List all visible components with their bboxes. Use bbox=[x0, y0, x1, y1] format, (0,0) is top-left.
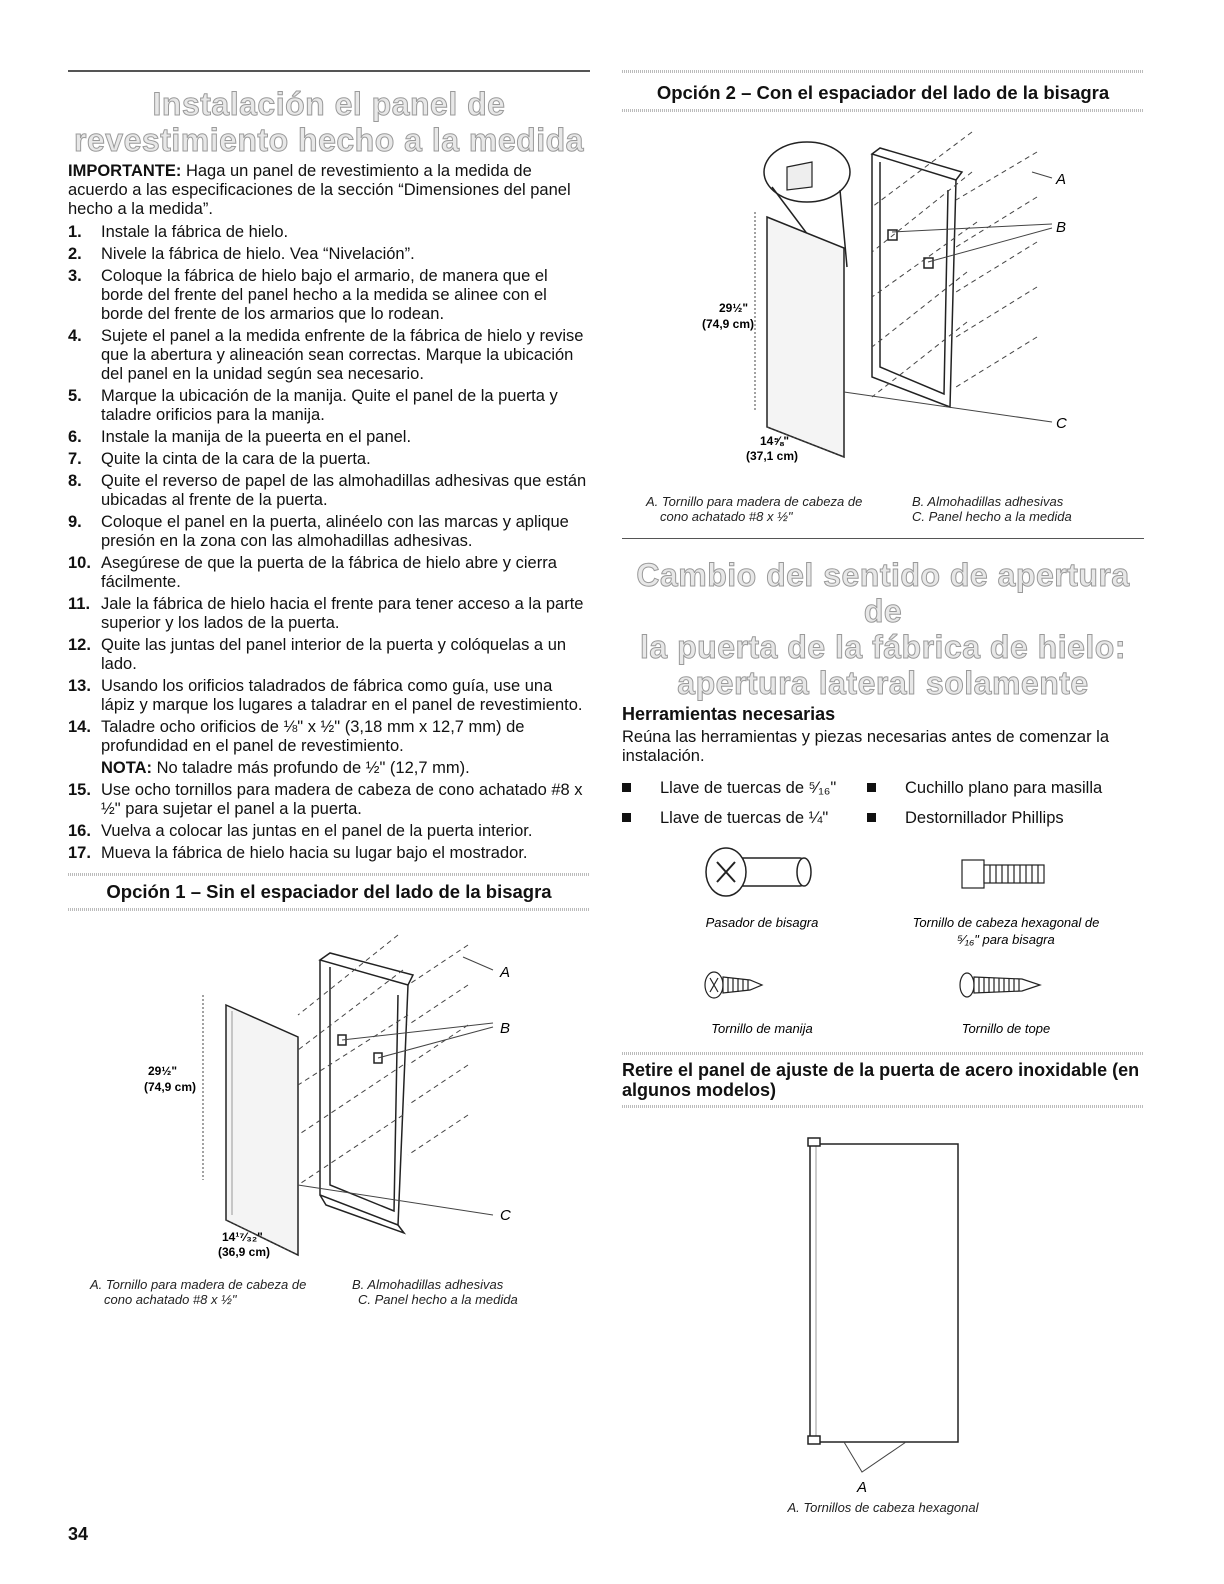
important-text: Haga un panel de revestimiento a la medida de acuerdo a las especificaciones de la sección “Dimensiones del panel hecho a la medida”. bbox=[68, 162, 571, 218]
step-number: 17. bbox=[68, 844, 91, 862]
step-number: 7. bbox=[68, 450, 82, 468]
door-trim-caption: A. Tornillos de cabeza hexagonal bbox=[787, 1500, 979, 1515]
tools-heading: Herramientas necesarias bbox=[622, 704, 836, 724]
left-column bbox=[68, 70, 590, 1307]
important-label: IMPORTANTE: bbox=[68, 162, 182, 180]
step-item bbox=[68, 450, 590, 469]
step-number: 3. bbox=[68, 267, 82, 285]
step-item bbox=[68, 513, 590, 551]
step-number: 10. bbox=[68, 554, 91, 572]
height-cm-2: (74,9 cm) bbox=[702, 317, 755, 331]
width-cm: (36,9 cm) bbox=[218, 1245, 271, 1259]
step-item bbox=[68, 267, 590, 324]
step-number: 16. bbox=[68, 822, 91, 840]
width-inches: 14¹⁷⁄₃₂" bbox=[222, 1230, 263, 1244]
parts-illustration bbox=[622, 840, 1144, 1040]
step-number: 8. bbox=[68, 472, 82, 490]
step-number: 5. bbox=[68, 387, 82, 405]
step-text: Usando los orificios taladrados de fábrica como guía, use una lápiz y marque los lugares a taladrar en el panel de revestimiento. bbox=[101, 677, 583, 714]
step-number: 15. bbox=[68, 781, 91, 799]
leader-line-a bbox=[844, 1442, 906, 1472]
caption2-a-line1: A. Tornillo para madera de cabeza de bbox=[646, 494, 863, 509]
right-column bbox=[622, 70, 1144, 1515]
step-item bbox=[68, 636, 590, 674]
label-c-2: C bbox=[1056, 415, 1067, 432]
option2-heading: Opción 2 – Con el espaciador del lado de la bisagra bbox=[622, 70, 1144, 112]
step-text: Nivele la fábrica de hielo. Vea “Nivelación”. bbox=[101, 245, 415, 263]
step-text: Taladre ocho orificios de ⅛" x ½" (3,18 mm x 12,7 mm) de profundidad en el panel de revestimiento. bbox=[101, 718, 525, 755]
caption-b: B. Almohadillas adhesivas bbox=[352, 1277, 504, 1292]
note-text: No taladre más profundo de ½" (12,7 mm). bbox=[152, 759, 470, 777]
step-text: Coloque la fábrica de hielo bajo el armario, de manera que el borde del frente del panel hecho a la medida se alinee con el borde del frente de los armarios que lo rodean. bbox=[101, 267, 548, 323]
step-number: 9. bbox=[68, 513, 82, 531]
tool-label: Cuchillo plano para masilla bbox=[905, 779, 1103, 797]
section-title-custom-panel: Instalación el panel de revestimiento hecho a la medida bbox=[74, 86, 584, 158]
step-item bbox=[68, 595, 590, 633]
tools-list bbox=[622, 778, 1144, 828]
bullet-icon bbox=[622, 783, 631, 792]
height-inches: 29½" bbox=[148, 1064, 178, 1078]
step-item bbox=[68, 472, 590, 510]
door-frame-2 bbox=[872, 148, 962, 407]
label-b: B bbox=[500, 1020, 511, 1037]
tool-item bbox=[622, 778, 867, 798]
tool-label: Llave de tuercas de ¼" bbox=[660, 809, 829, 827]
section-title-door-swing: Cambio del sentido de apertura de la puerta de la fábrica de hielo: apertura lateral solamente bbox=[636, 557, 1130, 701]
important-paragraph bbox=[68, 162, 590, 219]
door-trim-diagram bbox=[622, 1114, 1144, 1494]
height-cm: (74,9 cm) bbox=[144, 1080, 197, 1094]
mid-rule-right bbox=[622, 538, 1144, 539]
step-item bbox=[68, 781, 590, 819]
hex-screw-icon bbox=[962, 860, 1044, 888]
caption-a-line2: cono achatado #8 x ½" bbox=[104, 1292, 237, 1307]
hex-screw-label-2: ⁵⁄₁₆" para bisagra bbox=[957, 932, 1055, 947]
caption-c: C. Panel hecho a la medida bbox=[358, 1292, 518, 1307]
option1-caption bbox=[68, 1277, 590, 1307]
label-b-2: B bbox=[1056, 219, 1067, 236]
step-text: Mueva la fábrica de hielo hacia su lugar bajo el mostrador. bbox=[101, 844, 528, 862]
step-text: Instale la fábrica de hielo. bbox=[101, 223, 289, 241]
option1-heading: Opción 1 – Sin el espaciador del lado de la bisagra bbox=[68, 873, 590, 911]
step-item bbox=[68, 245, 590, 264]
step-number: 4. bbox=[68, 327, 82, 345]
step-text: Coloque el panel en la puerta, alinéelo con las marcas y aplique presión en la zona con las almohadillas adhesivas. bbox=[101, 513, 569, 550]
tool-item bbox=[622, 808, 867, 828]
option2-caption bbox=[622, 494, 1144, 524]
step-item bbox=[68, 718, 590, 756]
label-a: A bbox=[500, 964, 511, 981]
step-number: 13. bbox=[68, 677, 91, 695]
note bbox=[68, 759, 590, 778]
stop-screw-icon bbox=[960, 973, 1040, 997]
handle-screw-icon bbox=[705, 972, 762, 998]
caption2-b: B. Almohadillas adhesivas bbox=[912, 494, 1064, 509]
step-text: Use ocho tornillos para madera de cabeza de cono achatado #8 x ½" para sujetar el panel a la puerta. bbox=[101, 781, 583, 818]
step-number: 11. bbox=[68, 595, 91, 613]
step-item bbox=[68, 554, 590, 592]
step-text: Sujete el panel a la medida enfrente de la fábrica de hielo y revise que la abertura y alineación sean correctas. Marque la ubicación del panel en la unidad según sea necesario. bbox=[101, 327, 584, 383]
label-a-3: A bbox=[856, 1479, 868, 1494]
step-text: Asegúrese de que la puerta de la fábrica de hielo abre y cierra fácilmente. bbox=[101, 554, 557, 591]
step-text: Jale la fábrica de hielo hacia el frente para tener acceso a la parte superior y los lados de la puerta. bbox=[101, 595, 584, 632]
step-text: Vuelva a colocar las juntas en el panel de la puerta interior. bbox=[101, 822, 533, 840]
step-item bbox=[68, 428, 590, 447]
height-inches-2: 29½" bbox=[719, 301, 749, 315]
top-rule-left bbox=[68, 70, 590, 72]
label-a-2: A bbox=[1056, 171, 1067, 188]
step-number: 6. bbox=[68, 428, 82, 446]
step-item bbox=[68, 844, 590, 863]
step-item bbox=[68, 677, 590, 715]
tools-intro: Reúna las herramientas y piezas necesarias antes de comenzar la instalación. bbox=[622, 728, 1110, 765]
step-text: Quite la cinta de la cara de la puerta. bbox=[101, 450, 371, 468]
step-text: Quite el reverso de papel de las almohadillas adhesivas que están ubicadas al frente de la puerta. bbox=[101, 472, 587, 509]
width-cm-2: (37,1 cm) bbox=[746, 449, 799, 463]
step-text: Quite las juntas del panel interior de la puerta y colóquelas a un lado. bbox=[101, 636, 567, 673]
detail-spacer bbox=[787, 162, 812, 190]
tool-label: Llave de tuercas de ⁵⁄₁₆" bbox=[660, 779, 837, 797]
hinge-pin-label: Pasador de bisagra bbox=[705, 915, 819, 930]
step-item bbox=[68, 327, 590, 384]
stop-screw-label: Tornillo de tope bbox=[961, 1021, 1051, 1036]
remove-panel-heading: Retire el panel de ajuste de la puerta de acero inoxidable (en algunos modelos) bbox=[622, 1052, 1144, 1108]
step-item bbox=[68, 223, 590, 242]
bullet-icon bbox=[867, 783, 876, 792]
option2-diagram bbox=[622, 112, 1144, 502]
caption2-c: C. Panel hecho a la medida bbox=[912, 509, 1072, 524]
step-text: Marque la ubicación de la manija. Quite el panel de la puerta y taladre orificios para la manija. bbox=[101, 387, 558, 424]
step-number: 2. bbox=[68, 245, 82, 263]
door-outline bbox=[810, 1144, 958, 1442]
option1-diagram bbox=[68, 915, 590, 1275]
width-inches-2: 14⅝" bbox=[760, 434, 790, 448]
bullet-icon bbox=[867, 813, 876, 822]
install-steps bbox=[68, 223, 590, 756]
caption-a-line1: A. Tornillo para madera de cabeza de bbox=[90, 1277, 307, 1292]
bullet-icon bbox=[622, 813, 631, 822]
tool-label: Destornillador Phillips bbox=[905, 809, 1064, 827]
tool-item bbox=[867, 778, 1127, 798]
step-number: 1. bbox=[68, 223, 82, 241]
handle-screw-label: Tornillo de manija bbox=[711, 1021, 813, 1036]
custom-panel-2 bbox=[767, 217, 844, 457]
step-text: Instale la manija de la pueerta en el panel. bbox=[101, 428, 412, 446]
step-item bbox=[68, 822, 590, 841]
tool-item bbox=[867, 808, 1127, 828]
hinge-pin-icon bbox=[706, 848, 811, 896]
custom-panel bbox=[226, 1005, 298, 1255]
install-steps-continued bbox=[68, 781, 590, 863]
hex-screw-label-1: Tornillo de cabeza hexagonal de bbox=[912, 915, 1100, 930]
step-number: 14. bbox=[68, 718, 91, 736]
step-item bbox=[68, 387, 590, 425]
step-number: 12. bbox=[68, 636, 91, 654]
page-number: 34 bbox=[68, 1524, 89, 1544]
screw-guides bbox=[298, 935, 468, 1185]
note-label: NOTA: bbox=[101, 759, 153, 777]
caption2-a-line2: cono achatado #8 x ½" bbox=[660, 509, 793, 524]
label-c: C bbox=[500, 1207, 511, 1224]
